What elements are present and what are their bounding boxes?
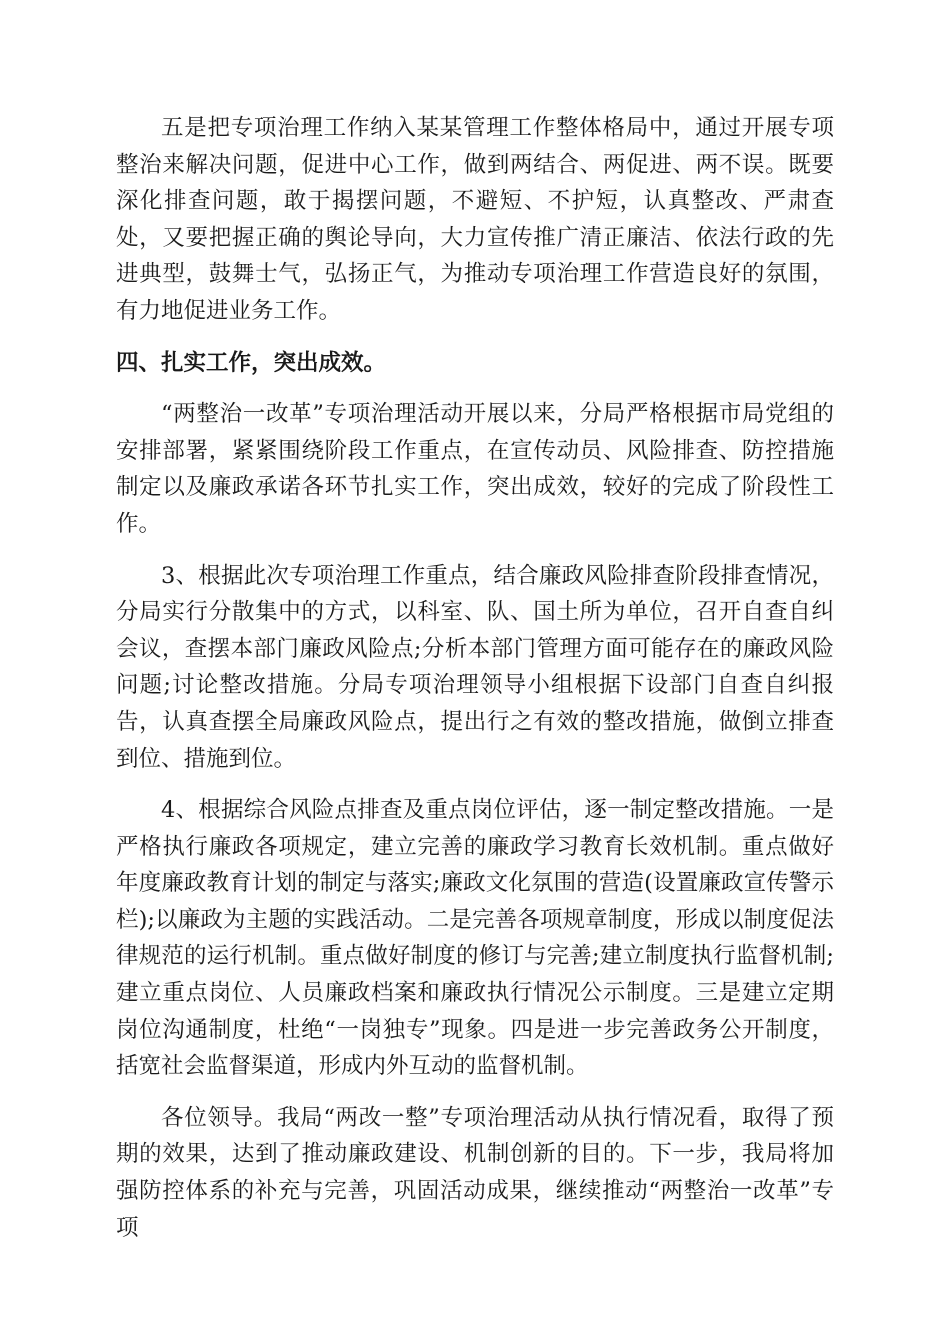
paragraph-conclusion: 各位领导。我局“两改一整”专项治理活动从执行情况看，取得了预期的效果，达到了推动廉政建设、机制创新的目的。下一步，我局将加强防控体系的补充与完善，巩固活动成果，继续推动“两整治一改革”专项 xyxy=(116,1104,834,1241)
document-body xyxy=(116,110,834,1261)
paragraph-item-3: 3、根据此次专项治理工作重点，结合廉政风险排查阶段排查情况，分局实行分散集中的方式，以科室、队、国土所为单位，召开自查自纠会议，查摆本部门廉政风险点;分析本部门管理方面可能存在的廉政风险问题;讨论整改措施。分局专项治理领导小组根据下设部门自查自纠报告，认真查摆全局廉政风险点，提出行之有效的整改措施，做倒立排查到位、措施到位。 xyxy=(116,562,834,772)
paragraph-item-4: 4、根据综合风险点排查及重点岗位评估，逐一制定整改措施。一是严格执行廉政各项规定，建立完善的廉政学习教育长效机制。重点做好年度廉政教育计划的制定与落实;廉政文化氛围的营造(设置廉政宣传警示栏);以廉政为主题的实践活动。二是完善各项规章制度，形成以制度促法律规范的运行机制。重点做好制度的修订与完善;建立制度执行监督机制;建立重点岗位、人员廉政档案和廉政执行情况公示制度。三是建立定期岗位沟通制度，杜绝“一岗独专”现象。四是进一步完善政务公开制度，括宽社会监督渠道，形成内外互动的监督机制。 xyxy=(116,797,834,1080)
section-heading-four: 四、扎实工作，突出成效。 xyxy=(116,349,387,376)
paragraph-activity-overview: “两整治一改革”专项治理活动开展以来，分局严格根据市局党组的安排部署，紧紧围绕阶段工作重点，在宣传动员、风险排查、防控措施制定以及廉政承诺各环节扎实工作，突出成效，较好的完成了阶段性工作。 xyxy=(116,401,834,537)
paragraph-five-integration: 五是把专项治理工作纳入某某管理工作整体格局中，通过开展专项整治来解决问题，促进中心工作，做到两结合、两促进、两不误。既要深化排查问题，敢于揭摆问题，不避短、不护短，认真整改、严肃查处，又要把握正确的舆论导向，大力宣传推广清正廉洁、依法行政的先进典型，鼓舞士气，弘扬正气，为推动专项治理工作营造良好的氛围，有力地促进业务工作。 xyxy=(116,115,834,324)
